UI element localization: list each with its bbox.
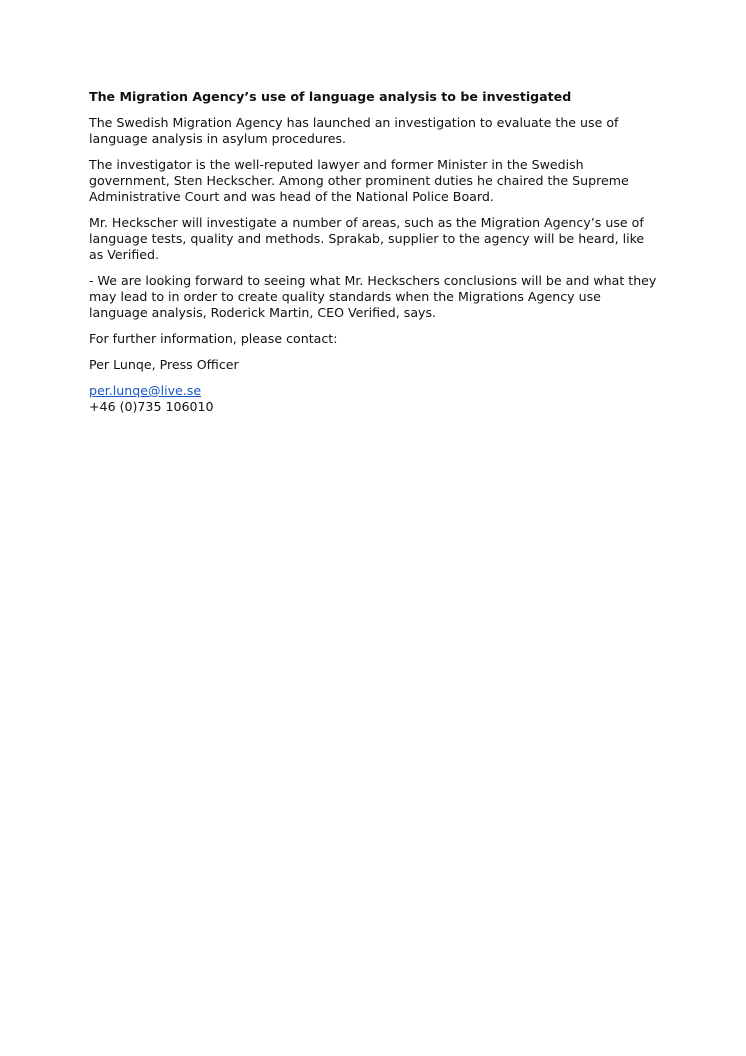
paragraph-quote: - We are looking forward to seeing what Mr. Heckschers conclusions will be and what they may lead to in order to create quality standards when the Migrations Agency use language analysis, Roderick Martin, CEO Verified, says. — [89, 273, 657, 320]
paragraph-contact-name: Per Lunqe, Press Officer — [89, 357, 239, 372]
document-title: The Migration Agency’s use of language analysis to be investigated — [89, 89, 572, 104]
contact-details — [89, 383, 659, 415]
contact-email-link[interactable]: per.lunqe@live.se — [89, 383, 202, 398]
paragraph-investigator: The investigator is the well-reputed lawyer and former Minister in the Swedish government, Sten Heckscher. Among other prominent duties he chaired the Supreme Administrative Court and was head of the National Police Board. — [89, 157, 629, 204]
contact-phone: +46 (0)735 106010 — [89, 399, 214, 414]
paragraph-areas: Mr. Heckscher will investigate a number of areas, such as the Migration Agency’s use of language tests, quality and methods. Sprakab, supplier to the agency will be heard, like as Verified. — [89, 215, 645, 262]
paragraph-intro: The Swedish Migration Agency has launched an investigation to evaluate the use of language analysis in asylum procedures. — [89, 115, 619, 146]
document-page — [89, 89, 659, 415]
paragraph-contact-intro: For further information, please contact: — [89, 331, 338, 346]
